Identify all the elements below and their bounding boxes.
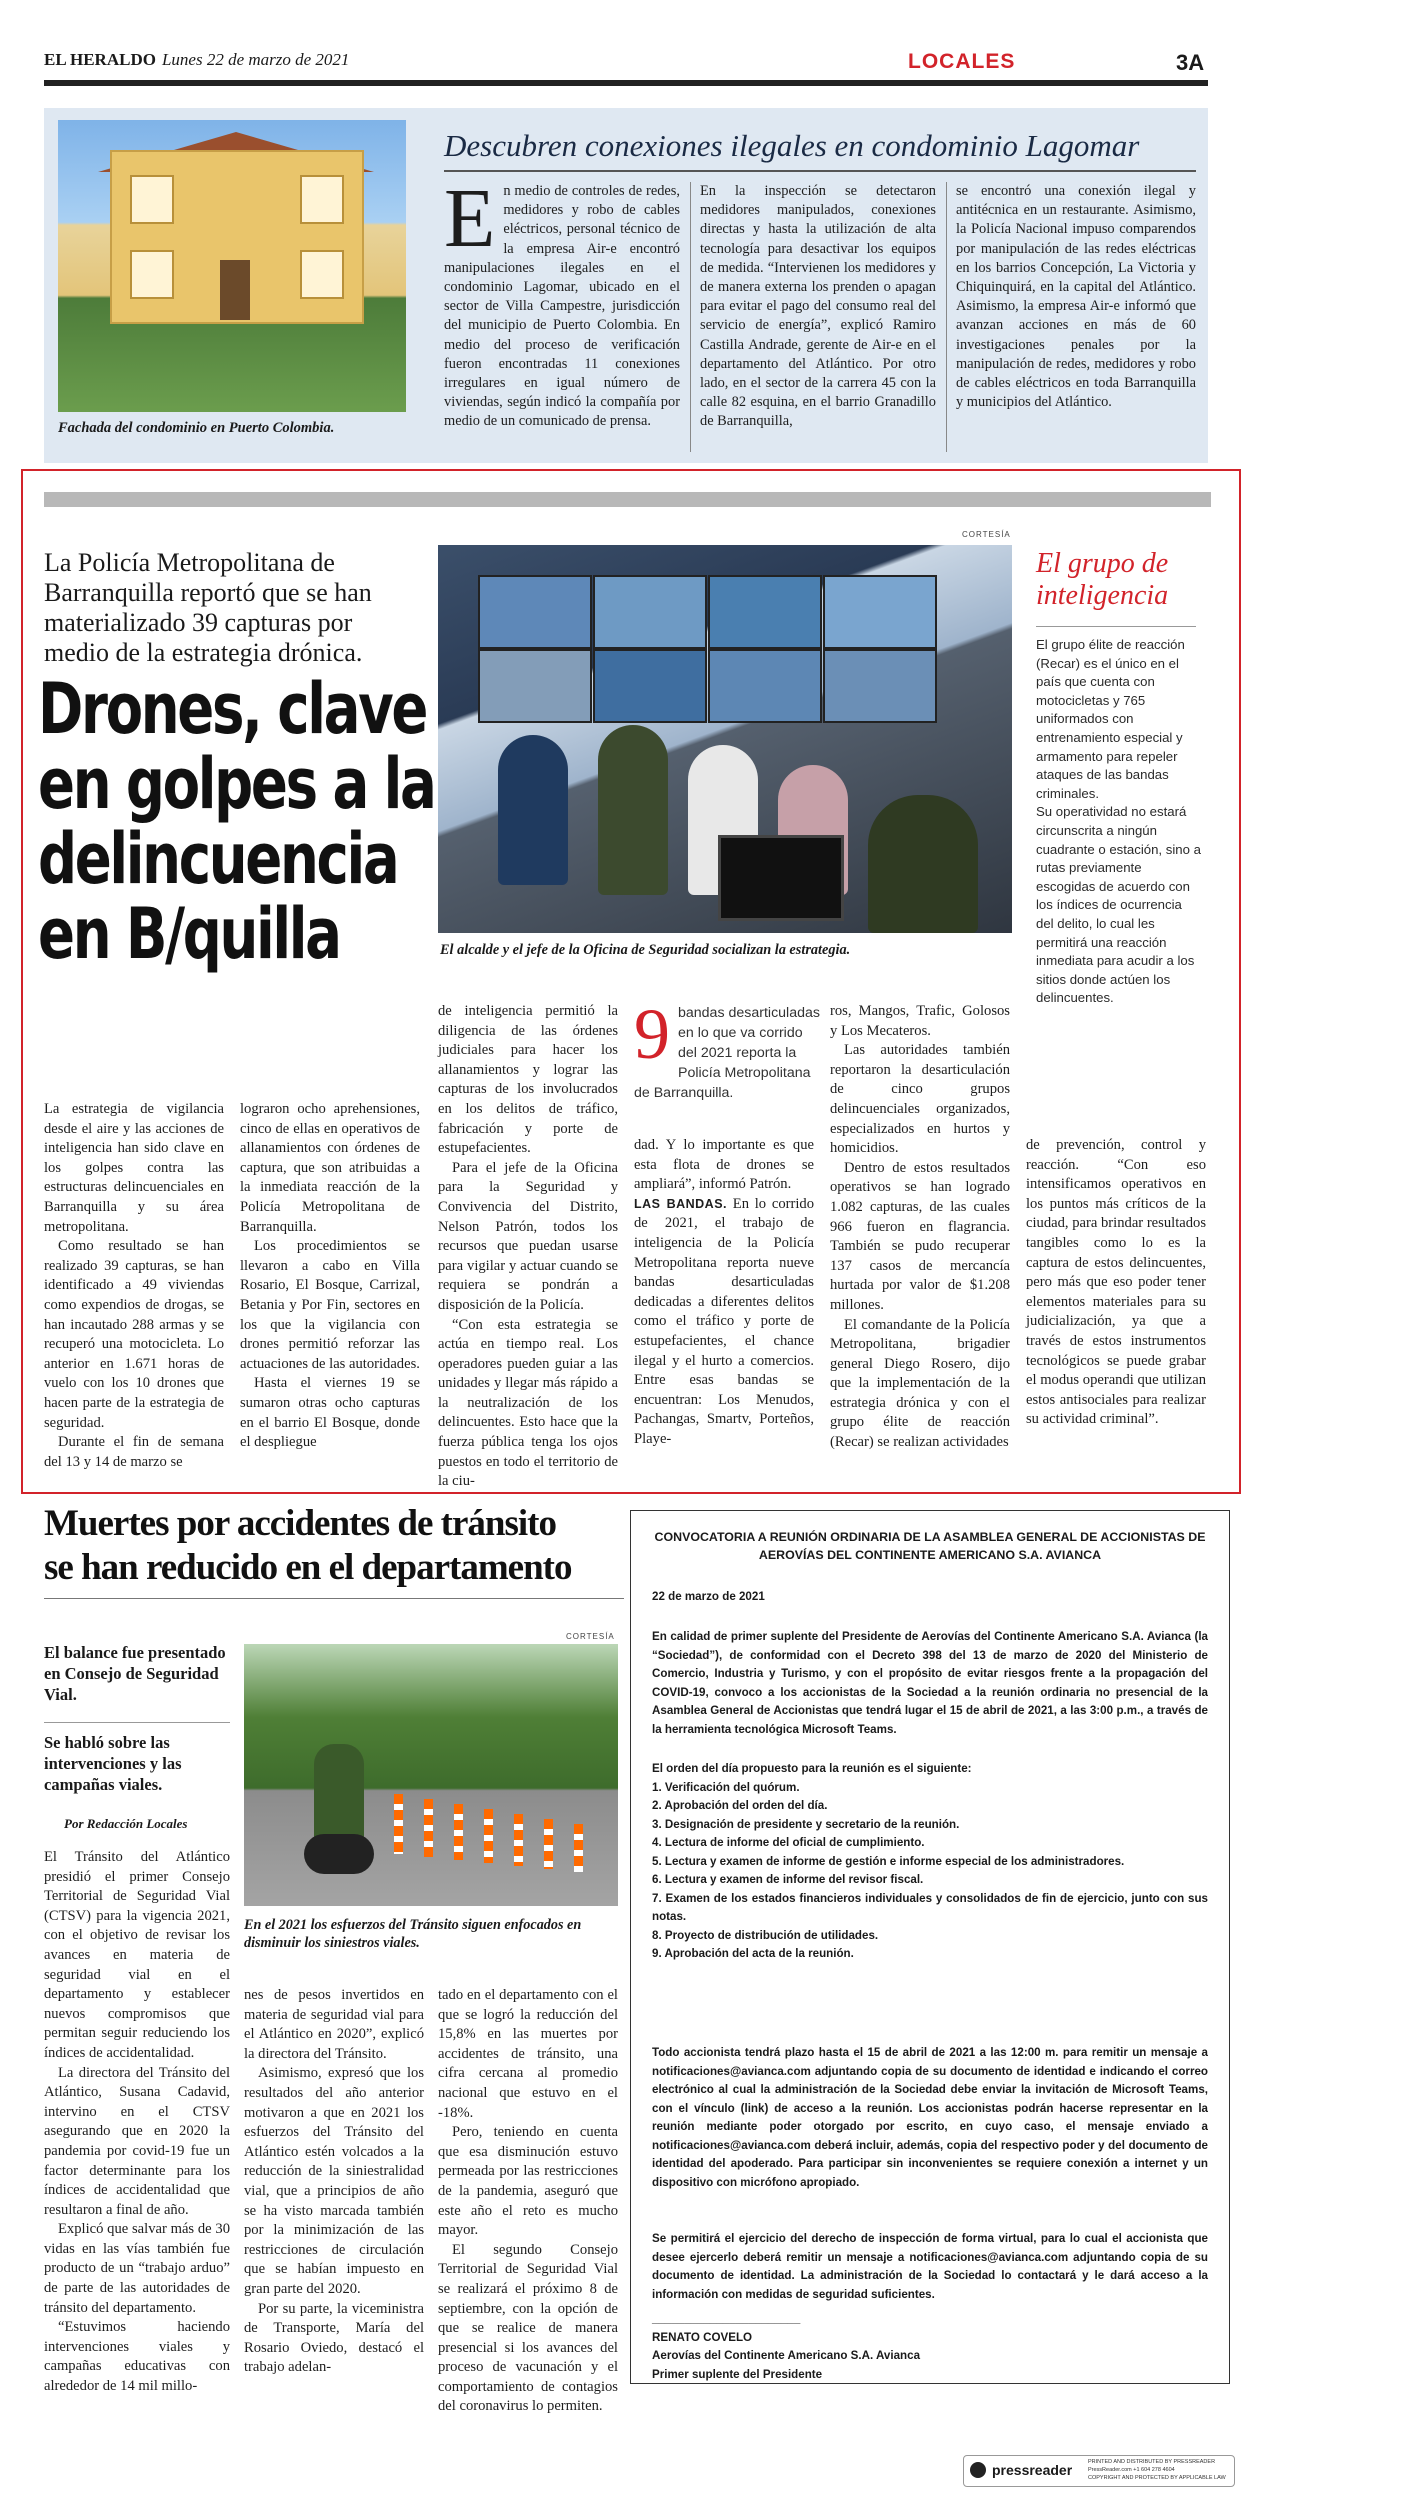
- monitor: [718, 835, 844, 921]
- control-room-photo: [438, 545, 1012, 933]
- column-divider: [946, 182, 947, 452]
- video-wall-screen: [823, 575, 937, 649]
- paragraph: lograron ocho aprehensiones, cinco de ellas en operativos de allanamientos con órdenes de captura, que son atribuidas a la inmediata reacción de la Policía Metropolitana de Barranquilla.: [240, 1101, 420, 1235]
- house-door: [220, 260, 250, 320]
- section-label: LOCALES: [908, 50, 1016, 73]
- traffic-cone: [484, 1809, 493, 1863]
- paragraph: ros, Mangos, Trafic, Golosos y Los Mecateros.: [830, 1003, 1010, 1039]
- notice-paragraph: Todo accionista tendrá plazo hasta el 15 de abril de 2021 a las 12:00 m. para remitir un mensaje a notificaciones@avianca.com adjuntando copia de su documento de identidad e indicando el correo electrónico al cual la administración de la Sociedad debe enviar la invitación de Microsoft Teams, con el vínculo (link) de acceso a la reunión. Los accionistas podrán hacerse representar en la reunión mediante poder otorgado por escrito, en cuyo caso, el mensaje enviado a notificaciones@avianca.com deberá incluir, además, copia del respectivo poder y del documento de identidad del apoderado. Para participar sin inconvenientes se requiere conexión a internet y un dispositivo con micrófono apropiado.: [652, 2046, 1208, 2189]
- legal-line: COPYRIGHT AND PROTECTED BY APPLICABLE LAW: [1088, 2475, 1226, 2481]
- agenda-item: 9. Aprobación del acta de la reunión.: [652, 1947, 854, 1960]
- agenda-item: 7. Examen de los estados financieros individuales y consolidados de fin de ejercicio, junto con sus notas.: [652, 1891, 1208, 1923]
- agenda-item: 2. Aprobación del orden del día.: [652, 1799, 828, 1812]
- pressreader-logo-icon: [970, 2462, 986, 2478]
- notice-intro: En calidad de primer suplente del Presidente de Aerovías del Continente Americano S.A. Avianca (la “Sociedad”), de conformidad con el Decreto 398 del 13 de marzo de 2020 del Ministerio de Comercio, Industria y Turismo, y con el propósito de evitar riesgos frente a la propagación del COVID-19, convoco a los accionistas de la Sociedad a la reunión ordinaria no presencial de la Asamblea General de Accionistas que tendrá lugar el 15 de abril de 2021, a las 3:00 p.m., a través de la herramienta tecnológica Microsoft Teams.: [652, 1630, 1208, 1736]
- pull-quote: [634, 994, 822, 1102]
- newspaper-name: EL HERALDO: [44, 50, 156, 69]
- paragraph: “Estuvimos haciendo intervenciones viales y campañas educativas con alrededor de 14 mil millo-: [44, 2319, 230, 2395]
- person-silhouette: [598, 725, 668, 895]
- article3-col2: [244, 1986, 424, 2378]
- paragraph: Pero, teniendo en cuenta que esa disminución estuvo permeada por las restricciones de la pandemia, aseguró que este año el reto es mucho mayor.: [438, 2124, 618, 2239]
- traffic-headline: [44, 1502, 624, 1590]
- paragraph: Durante el fin de semana del 13 y 14 de marzo se: [44, 1434, 224, 1470]
- video-wall-screen: [593, 649, 707, 723]
- headline-line: en B/quilla: [38, 893, 340, 975]
- headline-line: delincuencia: [38, 818, 398, 900]
- pull-number: 9: [634, 994, 670, 1074]
- article2-col3: [438, 1002, 618, 1492]
- agenda-item: 6. Lectura y examen de informe del revisor fiscal.: [652, 1873, 924, 1886]
- paragraph: tado en el departamento con el que se logró la reducción del 15,8% en las muertes por accidentes de tránsito, una cifra cercana al promedio nacional que estuvo en el -18%.: [438, 1987, 618, 2121]
- notice-title: CONVOCATORIA A REUNIÓN ORDINARIA DE LA ASAMBLEA GENERAL DE ACCIONISTAS DE AEROVÍAS DEL CONTINENTE AMERICANO S.A. AVIANCA: [654, 1530, 1206, 1562]
- signature-line: _______________________: [652, 2312, 801, 2325]
- photo-caption: Fachada del condominio en Puerto Colombia.: [58, 420, 335, 436]
- agenda-item: 5. Lectura y examen de informe de gestión e informe especial de los administradores.: [652, 1854, 1125, 1868]
- paragraph: Como resultado se han realizado 39 capturas, se han identificado a 49 viviendas como expendios de drogas, se han incautado 288 armas y se recuperó una motocicleta. Lo anterior en 1.671 horas de vuelo con los 10 drones que hacen parte de la estrategia de seguridad.: [44, 1238, 224, 1431]
- paragraph: Para el jefe de la Oficina para la Seguridad y Convivencia del Distrito, Nelson Patrón, todos los recursos que puedan usarse para vigilar y actuar cuando se requiera se pondrán a disposición de la Policía.: [438, 1159, 618, 1313]
- article1-col1-text: n medio de controles de redes, medidores y robo de cables eléctricos, personal técnico de la empresa Air-e encontró manipulaciones ilegales en el condominio Lagomar, ubicado en el sector de Villa Campestre, jurisdicción del municipio de Puerto Colombia. En medio del proceso de verificación fueron encontradas 11 conexiones irregulares en igual número de viviendas, según indicó la compañía por medio de un comunicado de prensa.: [444, 183, 680, 430]
- pressreader-brand: pressreader: [992, 2462, 1073, 2478]
- pressreader-badge[interactable]: [963, 2455, 1235, 2487]
- column-divider: [690, 182, 691, 452]
- paragraph: En lo corrido de 2021, el trabajo de inteligencia de la Policía Metropolitana reporta nueve bandas desarticuladas dedicadas a diferentes delitos como el tráfico y porte de estupefacientes, el chance ilegal y el hurto a comercios. Entre esas bandas se encuentran: Los Menudos, Pachangas, Smartv, Porteños, Playe-: [634, 1195, 814, 1447]
- motorcycle-road-photo: [244, 1644, 618, 1906]
- paragraph: de prevención, control y reacción. “Con eso intensificamos operativos en los puntos más críticos de la ciudad, para brindar resultados tangibles como lo es la captura de estos delincuentes, pero más que eso poder tener elementos materiales para su judicialización, ya que a través de estos instrumentos tecnológicos se puede grabar el modus operandi que utilizan estos antisociales para realizar su actividad criminal”.: [1026, 1137, 1206, 1428]
- article-deck: La Policía Metropolitana de Barranquilla reportó que se han materializado 39 capturas por medio de la estrategia drónica.: [44, 548, 372, 667]
- masthead: [44, 50, 349, 70]
- photo-caption: El alcalde y el jefe de la Oficina de Seguridad socializan la estrategia.: [440, 942, 851, 958]
- traffic-cone: [454, 1804, 463, 1860]
- video-wall-screen: [478, 575, 592, 649]
- notice-signature: [652, 2310, 1208, 2384]
- agenda-item: 8. Proyecto de distribución de utilidades.: [652, 1928, 879, 1942]
- photo-caption: En el 2021 los esfuerzos del Tránsito siguen enfocados en disminuir los siniestros viales.: [244, 1917, 582, 1951]
- title-rule: [444, 170, 1196, 172]
- article3-col1: [44, 1848, 230, 2397]
- headline-line: Muertes por accidentes de tránsito: [44, 1503, 556, 1544]
- article-headline: [38, 668, 435, 975]
- agenda-item: 1. Verificación del quórum.: [652, 1780, 800, 1794]
- pull-text: bandas desarticuladas en lo que va corrido del 2021 reporta la Policía Metropolitana de Barranquilla.: [634, 1005, 820, 1101]
- notice-agenda: [652, 1760, 1208, 1964]
- subhead-rule: [44, 1722, 230, 1723]
- headline-line: se han reducido en el departamento: [44, 1547, 572, 1588]
- signer-role: Primer suplente del Presidente: [652, 2367, 823, 2381]
- paragraph: El segundo Consejo Territorial de Seguridad Vial se realizará el próximo 8 de septiembre, con la opción de que se realice de manera presencial si los avances del proceso de vacunación y el comportamiento de contagios del coronavirus lo permiten.: [438, 2241, 618, 2415]
- photo-credit: CORTESÍA: [962, 530, 1011, 539]
- window: [300, 250, 344, 299]
- window: [130, 175, 174, 224]
- article3-col3: [438, 1986, 618, 2417]
- video-wall-screen: [823, 649, 937, 723]
- person-silhouette: [868, 795, 978, 933]
- agenda-item: 3. Designación de presidente y secretario de la reunión.: [652, 1817, 960, 1831]
- paragraph: El Tránsito del Atlántico presidió el primer Consejo Territorial de Seguridad Vial (CTSV) para la vigencia 2021, con el objetivo de revisar los avances en materia de seguridad vial en el departamento y establecer nuevos compromisos que permitan seguir reduciendo los índices de accidentalidad.: [44, 1849, 230, 2061]
- notice-paragraph: Se permitirá el ejercicio del derecho de inspección de forma virtual, para lo cual el accionista que desee ejercerlo deberá remitir un mensaje a notificaciones@avianca.com adjuntando copia de su documento de identidad. La administración de la Sociedad lo contactará y le dará acceso a la información con medidas de seguridad suficientes.: [652, 2232, 1208, 2301]
- sidebar-paragraph: El grupo élite de reacción (Recar) es el único en el país que cuenta con motocicletas y 765 uniformados con entrenamiento especial y armamento para repeler ataques de las bandas criminales.: [1036, 637, 1185, 801]
- sidebar-text: [1036, 636, 1201, 1008]
- motorcycle: [304, 1834, 374, 1874]
- traffic-cone: [544, 1819, 553, 1869]
- section-bar: [44, 492, 1211, 507]
- article2-col6: [1026, 1136, 1206, 1430]
- article2-col2: [240, 1100, 420, 1453]
- photo-credit: CORTESÍA: [566, 1632, 615, 1641]
- subhead: El balance fue presentado en Consejo de Seguridad Vial.: [44, 1643, 226, 1704]
- paragraph: Los procedimientos se llevaron a cabo en Villa Rosario, El Bosque, Carrizal, Betania y Por Fin, sectores en los que la vigilancia con drones permitió reforzar las actuaciones de las autoridades.: [240, 1238, 420, 1372]
- legal-line: PRINTED AND DISTRIBUTED BY PRESSREADER: [1088, 2459, 1216, 2465]
- paragraph: Explicó que salvar más de 30 vidas en las vías también fue producto de un “trabajo arduo” de parte de las autoridades de tránsito del departamento.: [44, 2221, 230, 2316]
- article1-col3: [956, 182, 1196, 412]
- legal-line: PressReader.com +1 604 278 4604: [1088, 2467, 1175, 2473]
- subhead: Se habló sobre las intervenciones y las campañas viales.: [44, 1733, 182, 1794]
- paragraph: Asimismo, expresó que los resultados del año anterior motivaron a que en 2021 los esfuerzos del Tránsito del Atlántico estén volcados a la reducción de la siniestralidad vial, que a principios de año se ha visto marcada también por la minimización de las restricciones de circulación que se habían impuesto en gran parte del 2020.: [244, 2065, 424, 2297]
- article-title: Descubren conexiones ilegales en condominio Lagomar: [444, 128, 1140, 163]
- paragraph: Las autoridades también reportaron la desarticulación de cinco grupos delincuenciales organizados, especializados en hurtos y homicidios.: [830, 1042, 1010, 1157]
- paragraph: Por su parte, la viceministra de Transporte, María del Rosario Oviedo, destacó el trabajo adelan-: [244, 2300, 424, 2376]
- window: [300, 175, 344, 224]
- video-wall-screen: [478, 649, 592, 723]
- person-silhouette: [498, 735, 568, 885]
- headline-rule: [44, 1598, 624, 1599]
- dropcap: E: [444, 172, 496, 265]
- paragraph: nes de pesos invertidos en materia de seguridad vial para el Atlántico en 2020”, explicó la directora del Tránsito.: [244, 1987, 424, 2062]
- headline-line: Drones, clave: [38, 668, 427, 750]
- paragraph: El comandante de la Policía Metropolitana, brigadier general Diego Rosero, dijo que la implementación de la estrategia drónica y con el grupo élite de reacción (Recar) se realizan actividades: [830, 1316, 1010, 1451]
- traffic-cone: [514, 1814, 523, 1866]
- paragraph: La directora del Tránsito del Atlántico, Susana Cadavid, intervino en el CTSV asegurando que en 2020 la pandemia por covid-19 fue un factor determinante para los índices de accidentalidad que resultaron a final de año.: [44, 2064, 230, 2218]
- paragraph: Hasta el viernes 19 se sumaron otras ocho capturas en el barrio El Bosque, donde el despliegue: [240, 1375, 420, 1451]
- paragraph: “Con esta estrategia se actúa en tiempo real. Los operadores pueden guiar a las unidades y llegar más rápido a la neutralización de los delincuentes. Esto hace que la fuerza pública tenga los ojos puestos en todo el territorio de la ciu-: [438, 1316, 618, 1490]
- sidebar-title: El grupo de inteligencia: [1036, 548, 1169, 611]
- article1-col2-text: En la inspección se detectaron medidores manipulados, conexiones directas y hasta la utilización de alta tecnología para desactivar los equipos de medida. “Intervienen los medidores y de manera externa los prenden o apagan para evitar el pago del consumo real del servicio de energía”, explicó Ramiro Castilla Andrade, gerente de Air-e en el departamento del Atlántico. Por otro lado, en el sector de la carrera 45 con la calle 82 esquina, en el barrio Granadillo de Barranquilla,: [700, 183, 936, 430]
- agenda-intro: El orden del día propuesto para la reunión es el siguiente:: [652, 1762, 972, 1775]
- article2-col5: [830, 1002, 1010, 1453]
- sidebar-rule: [1036, 626, 1196, 627]
- signer-name: RENATO COVELO: [652, 2330, 753, 2344]
- sidebar-paragraph: Su operatividad no estará circunscrita a ningún cuadrante o estación, sino a rutas previamente escogidas de acuerdo con los índices de ocurrencia del delito, lo cual les permitirá una reacción inmediata para acudir a los sitios donde actúen los delincuentes.: [1036, 804, 1201, 1006]
- traffic-cone: [424, 1799, 433, 1857]
- paragraph: de inteligencia permitió la diligencia de las órdenes judiciales para hacer los allanamientos y lograr las capturas de los involucrados en los delitos de tráfico, fabricación y porte de estupefacientes.: [438, 1003, 618, 1157]
- window: [130, 250, 174, 299]
- subhead-kicker: LAS BANDAS.: [634, 1196, 728, 1211]
- article1-col3-text: se encontró una conexión ilegal y antitécnica en un restaurante. Asimismo, la Policía Nacional impuso comparendos por manipulación de las redes eléctricas en los barrios Concepción, La Victoria y Chiquinquirá, en la capital del Atlántico. Asimismo, la empresa Air-e informó que avanzan acciones en más de 60 investigaciones penales por la manipulación de redes, medidores y robo de cables eléctricos en toda Barranquilla y municipios del Atlántico.: [956, 183, 1196, 411]
- header-rule: [44, 80, 1208, 86]
- paragraph: Dentro de estos resultados operativos se han logrado 1.082 capturas, de las cuales 966 fueron en flagrancia. También se pudo recuperar 137 casos de mercancía hurtada por valor de $1.208 millones.: [830, 1159, 1010, 1313]
- article1-col2: [700, 182, 936, 432]
- article2-col4: [634, 1136, 814, 1450]
- article2-col1: [44, 1100, 224, 1472]
- video-wall-screen: [708, 575, 822, 649]
- traffic-cone: [394, 1794, 403, 1854]
- paragraph: La estrategia de vigilancia desde el aire y las acciones de inteligencia han sido clave en los golpes contra las estructuras delincuenciales en Barranquilla y su área metropolitana.: [44, 1101, 224, 1235]
- byline: Por Redacción Locales: [64, 1816, 188, 1831]
- notice-date: 22 de marzo de 2021: [652, 1590, 765, 1603]
- agenda-item: 4. Lectura de informe del oficial de cumplimiento.: [652, 1836, 925, 1849]
- signer-org: Aerovías del Continente Americano S.A. Avianca: [652, 2349, 921, 2362]
- video-wall-screen: [708, 649, 822, 723]
- headline-line: en golpes a la: [38, 743, 435, 825]
- page-number: 3A: [1176, 50, 1205, 75]
- article1-col1: [444, 172, 680, 432]
- traffic-cone: [574, 1824, 583, 1872]
- issue-date: Lunes 22 de marzo de 2021: [161, 50, 350, 69]
- pressreader-legal: [1088, 2458, 1232, 2482]
- paragraph: dad. Y lo importante es que esta flota de drones se ampliará”, informó Patrón.: [634, 1137, 814, 1193]
- video-wall-screen: [593, 575, 707, 649]
